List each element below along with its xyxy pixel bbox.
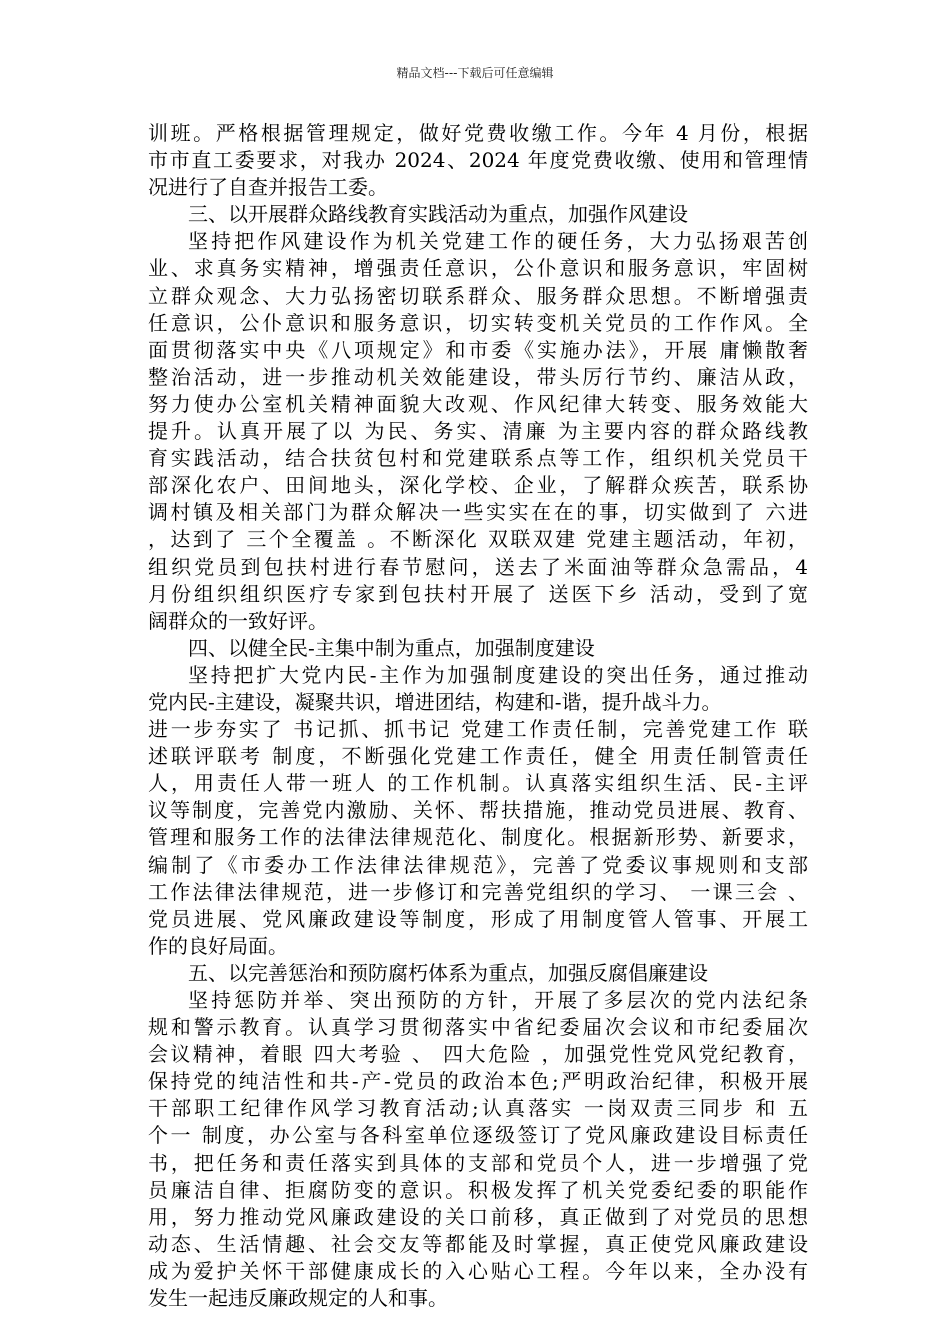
- text-line: 动态、生活情趣、社会交友等都能及时掌握，真正使党风廉政建设: [148, 1231, 808, 1256]
- text-line: 训班。严格根据管理规定，做好党费收缴工作。今年 4 月份，根据: [148, 121, 808, 145]
- section-heading: 四、以健全民-主集中制为重点，加强制度建设: [188, 635, 595, 660]
- text-line: 育实践活动，结合扶贫包村和党建联系点等工作，组织机关党员干: [148, 446, 808, 471]
- text-line: 面贯彻落实中央《八项规定》和市委《实施办法》，开展 庸懒散奢: [148, 337, 808, 362]
- text-line: 月份组织组织医疗专家到包扶村开展了 送医下乡 活动，受到了宽: [148, 581, 808, 606]
- text-line: ，达到了 三个全覆盖 。不断深化 双联双建 党建主题活动，年初，: [148, 527, 808, 552]
- text-line: 管理和服务工作的法律法律规范化、制度化。根据新形势、新要求，: [148, 825, 808, 850]
- text-line: 干部职工纪律作风学习教育活动;认真落实 一岗双责三同步 和 五: [148, 1096, 808, 1121]
- text-line: 阔群众的一致好评。: [148, 608, 328, 633]
- text-line: 规和警示教育。认真学习贯彻落实中省纪委届次会议和市纪委届次: [148, 1015, 808, 1040]
- text-line: 调村镇及相关部门为群众解决一些实实在在的事，切实做到了 六进: [148, 500, 808, 525]
- text-line: 人，用责任人带一班人 的工作机制。认真落实组织生活、民-主评: [148, 771, 808, 796]
- text-line: 用，努力推动党风廉政建设的关口前移，真正做到了对党员的思想: [148, 1204, 808, 1229]
- text-line: 工作法律法律规范，进一步修订和完善党组织的学习、 一课三会 、: [148, 879, 808, 904]
- text-line: 整治活动，进一步推动机关效能建设，带头厉行节约、廉洁从政，: [148, 364, 808, 389]
- text-line: 书，把任务和责任落实到具体的支部和党员个人，进一步增强了党: [148, 1150, 808, 1175]
- text-line: 部深化农户、田间地头，深化学校、企业，了解群众疾苦，联系协: [148, 473, 808, 498]
- text-line: 议等制度，完善党内激励、关怀、帮扶措施，推动党员进展、教育、: [148, 798, 808, 823]
- text-line: 坚持惩防并举、突出预防的方针，开展了多层次的党内法纪条: [188, 988, 808, 1012]
- text-line: 努力使办公室机关精神面貌大改观、作风纪律大转变、服务效能大: [148, 391, 808, 416]
- text-line: 提升。认真开展了以 为民、务实、清廉 为主要内容的群众路线教: [148, 419, 808, 444]
- text-line: 坚持把扩大党内民-主作为加强制度建设的突出任务，通过推动: [188, 662, 808, 687]
- section-heading: 三、以开展群众路线教育实践活动为重点，加强作风建设: [188, 202, 688, 227]
- text-line: 个一 制度，办公室与各科室单位逐级签订了党风廉政建设目标责任: [148, 1123, 808, 1148]
- text-line: 成为爱护关怀干部健康成长的入心贴心工程。今年以来，全办没有: [148, 1258, 808, 1283]
- text-line: 述联评联考 制度，不断强化党建工作责任，健全 用责任制管责任: [148, 744, 808, 769]
- text-line: 发生一起违反廉政规定的人和事。: [148, 1286, 448, 1311]
- text-line: 立群众观念、大力弘扬密切联系群众、服务群众思想。不断增强责: [148, 283, 808, 308]
- page-header: 精品文档---下载后可任意编辑: [396, 66, 554, 80]
- text-line: 坚持把作风建设作为机关党建工作的硬任务，大力弘扬艰苦创: [188, 229, 808, 254]
- text-line: 况进行了自查并报告工委。: [148, 175, 388, 200]
- text-line: 市市直工委要求，对我办 2024、2024 年度党费收缴、使用和管理情: [148, 148, 808, 173]
- text-line: 进一步夯实了 书记抓、抓书记 党建工作责任制，完善党建工作 联: [148, 717, 808, 742]
- text-line: 党员进展、党风廉政建设等制度，形成了用制度管人管事、开展工: [148, 906, 808, 931]
- text-line: 业、求真务实精神，增强责任意识，公仆意识和服务意识，牢固树: [148, 256, 808, 281]
- text-line: 保持党的纯洁性和共-产-党员的政治本色;严明政治纪律，积极开展: [148, 1069, 808, 1094]
- text-line: 会议精神，着眼 四大考验 、 四大危险 ，加强党性党风党纪教育，: [148, 1042, 808, 1067]
- text-line: 编制了《市委办工作法律法律规范》，完善了党委议事规则和支部: [148, 852, 808, 877]
- text-line: 党内民-主建设，凝聚共识，增进团结，构建和-谐，提升战斗力。: [148, 689, 722, 714]
- text-line: 作的良好局面。: [148, 933, 288, 958]
- section-heading: 五、以完善惩治和预防腐朽体系为重点，加强反腐倡廉建设: [188, 960, 708, 985]
- text-line: 组织党员到包扶村进行春节慰问，送去了米面油等群众急需品，4: [148, 554, 808, 579]
- document-body: [148, 120, 808, 1312]
- text-line: 员廉洁自律、拒腐防变的意识。积极发挥了机关党委纪委的职能作: [148, 1177, 808, 1202]
- text-line: 任意识，公仆意识和服务意识，切实转变机关党员的工作作风。全: [148, 310, 808, 335]
